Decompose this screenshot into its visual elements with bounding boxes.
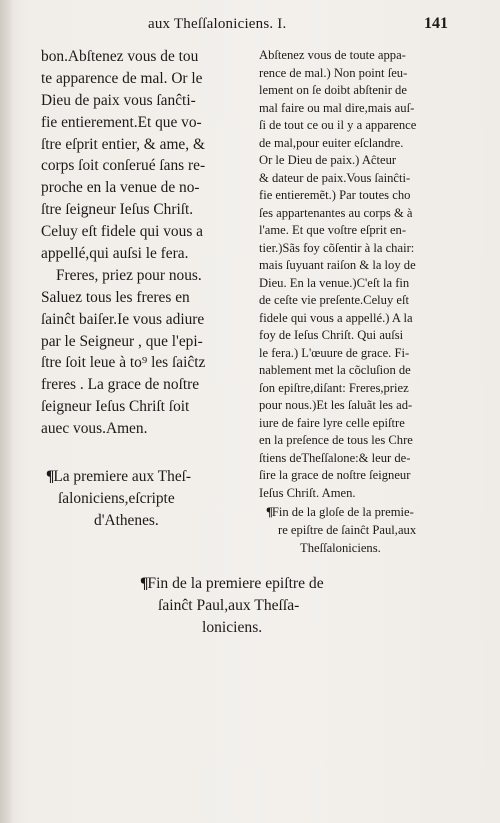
text-line: Dieu de paix vous ſanĉti- <box>41 91 196 109</box>
gloss-line: fie entieremẽt.) Par toutes cho <box>259 188 411 202</box>
text-line: Freres, priez pour nous. <box>56 266 202 284</box>
gloss-line: ſon epiſtre,diſant: Freres,priez <box>259 380 409 395</box>
gloss-line: de ceſte vie preſente.Celuy eſt <box>259 293 410 307</box>
subscription-right <box>266 503 471 557</box>
gloss-line: Dieu. En la venue.)C'eſt la fin <box>259 275 410 290</box>
subscription-line: d'Athenes. <box>94 512 159 529</box>
gloss-line: en la preſence de tous les Chre <box>259 433 413 447</box>
gloss-line: rence de mal.) Non point ſeu- <box>259 65 408 80</box>
subscription-line: Fin de la gloſe de la premie- <box>271 505 414 519</box>
subscription-line: loniciens. <box>202 619 263 636</box>
subscription-left <box>46 466 246 532</box>
text-line: auec vous.Amen. <box>41 420 148 438</box>
gloss-line: Or le Dieu de paix.) Aĉteur <box>259 153 397 167</box>
subscription-line: Theſſaloniciens. <box>300 541 381 555</box>
page-gutter-shadow <box>0 0 14 823</box>
text-line: ſainĉt baiſer.Ie vous adiure <box>41 310 205 328</box>
gloss-line: lement on ſe doibt abſtenir de <box>259 83 407 97</box>
text-line: appellé,qui auſsi le fera. <box>41 245 189 263</box>
gloss-line: pour nous.)Et les ſaluãt les ad- <box>259 398 413 412</box>
subscription-line: ſaloniciens,eſcripte <box>58 490 175 507</box>
pilcrow-mark: ¶ <box>46 468 54 485</box>
text-line: ſeigneur Ieſus Chriſt ſoit <box>41 398 190 416</box>
running-head: aux Theſſaloniciens. I. <box>148 16 287 32</box>
gloss-line: Abſtenez vous de toute appa- <box>259 48 406 62</box>
text-line: Saluez tous les freres en <box>41 288 190 306</box>
gloss-line: & dateur de paix.Vous ſainĉti- <box>259 170 411 185</box>
text-line: ſtre ſoit leue à to⁹ les ſaiĉtz <box>41 354 206 372</box>
subscription-bottom <box>140 573 430 639</box>
page-header <box>0 16 500 40</box>
gloss-line: mal faire ou mal dire,mais auſ- <box>259 100 415 115</box>
gloss-line: ſire la grace de noſtre ſeigneur <box>259 468 411 482</box>
gloss-line: ſes appartenantes au corps & à <box>259 205 413 220</box>
gloss-line: ſtiens deTheſſalone:& leur de- <box>259 450 411 465</box>
text-line: te apparence de mal. Or le <box>41 69 203 87</box>
text-line: proche en la venue de no- <box>41 179 200 197</box>
text-line: fie entierement.Et que vo- <box>41 113 202 131</box>
gloss-line: nablement met la cõcluſion de <box>259 363 411 377</box>
gloss-line: ſi de tout ce ou il y a apparence <box>259 118 417 132</box>
gloss-line: fidele qui vous a appellé.) A la <box>259 310 413 325</box>
gloss-line: mais ſuyuant raiſon & la loy de <box>259 258 416 272</box>
subscription-line: Fin de la premiere epiſtre de <box>147 575 324 592</box>
gloss-text-column <box>259 47 464 502</box>
gloss-line: de mal,pour euiter eſclandre. <box>259 135 404 150</box>
page-number: 141 <box>424 15 448 32</box>
text-line: bon.Abſtenez vous de tou <box>41 48 199 65</box>
scripture-text-column <box>41 46 246 440</box>
gloss-line: l'ame. Et que voſtre eſprit en- <box>259 223 407 237</box>
subscription-line: re epiſtre de ſainĉt Paul,aux <box>278 523 417 537</box>
text-line: corps ſoit conſerué ſans re- <box>41 157 206 175</box>
pilcrow-mark: ¶ <box>266 505 272 519</box>
subscription-line: La premiere aux Theſ- <box>53 468 192 485</box>
gloss-line: le fera.) L'œuure de grace. Fi- <box>259 345 410 360</box>
text-line: ſtre eſprit entier, & ame, & <box>41 135 205 153</box>
pilcrow-mark: ¶ <box>140 575 148 592</box>
gloss-line: tier.)Sãs foy cõſentir à la chair: <box>259 240 415 255</box>
text-line: par le Seigneur , que l'epi- <box>41 332 203 350</box>
text-line: Celuy eſt fidele qui vous a <box>41 223 203 241</box>
text-line: ſtre ſeigneur Ieſus Chriſt. <box>41 201 194 219</box>
subscription-line: ſainĉt Paul,aux Theſſa- <box>158 597 300 614</box>
text-line: freres . La grace de noſtre <box>41 376 200 394</box>
gloss-line: Ieſus Chriſt. Amen. <box>259 485 356 500</box>
gloss-line: foy de Ieſus Chriſt. Qui auſsi <box>259 328 404 342</box>
gloss-line: iure de faire lyre celle epiſtre <box>259 415 405 430</box>
